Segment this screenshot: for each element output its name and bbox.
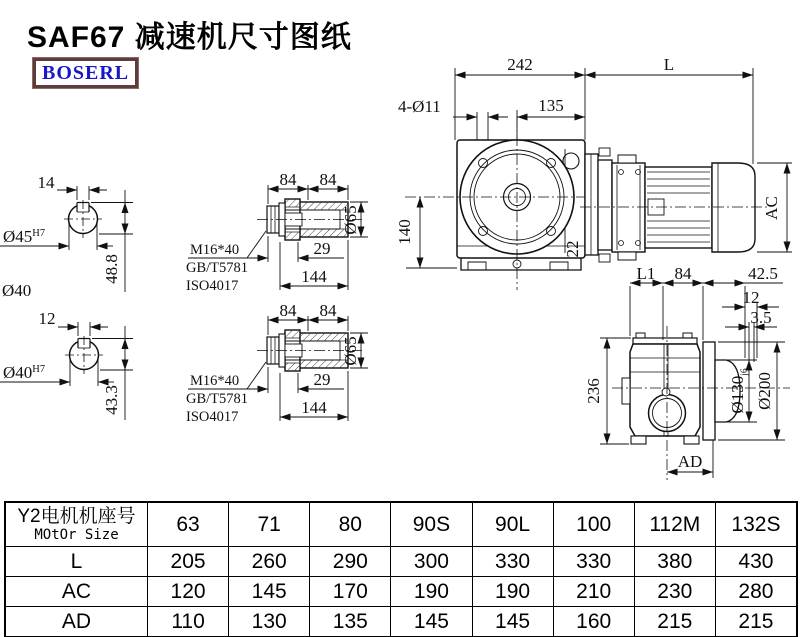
table-header-cell: 132S [715, 503, 796, 546]
sv-42-5: 42.5 [748, 264, 778, 283]
table-cell: 110 [147, 606, 228, 636]
sv-AD: AD [677, 452, 703, 471]
table-cell: 280 [715, 576, 796, 606]
dim-43-3: 43.3 [102, 385, 121, 415]
h2-29: 29 [313, 370, 331, 389]
h2-iso: ISO4017 [186, 409, 239, 425]
h1-144: 144 [301, 267, 327, 286]
dim-key14: 14 [37, 173, 55, 192]
sv-o130: $Ø130_{j6}$ [728, 368, 750, 414]
table-cell: 145 [472, 606, 553, 636]
table-header-cell: 112M [634, 503, 715, 546]
h2-gb: GB/T5781 [186, 391, 249, 407]
sv-84: 84 [674, 264, 692, 283]
table-header-cell: 63 [147, 503, 228, 546]
table-header-cell: 90L [472, 503, 553, 546]
sv-236: 236 [584, 378, 603, 404]
h1-iso: ISO4017 [186, 278, 239, 294]
h1-gb: GB/T5781 [186, 260, 249, 276]
table-cell: 205 [147, 546, 228, 576]
h1-bolt: M16*40 [190, 242, 240, 258]
page-title: SAF67 减速机尺寸图纸 [27, 21, 352, 54]
table-cell: 330 [553, 546, 634, 576]
table-cell: 215 [715, 606, 796, 636]
dim-bore45: $Ø45^{H7}$ [3, 227, 46, 246]
front-view [405, 116, 612, 290]
table-header-cell: 100 [553, 503, 634, 546]
dim-L: L [663, 55, 675, 74]
header-zh: Y2电机机座号 [17, 505, 136, 527]
dim-140: 140 [395, 219, 414, 245]
table-cell: 170 [309, 576, 390, 606]
table-cell: 120 [147, 576, 228, 606]
table-cell: 230 [634, 576, 715, 606]
table-cell: 130 [228, 606, 309, 636]
table-row-label: L [6, 546, 147, 576]
table-header-cell: 90S [390, 503, 471, 546]
header-en: MOtOr Size [34, 526, 119, 543]
dim-135: 135 [538, 96, 564, 115]
h2-84b: 84 [319, 301, 337, 320]
h1-84b: 84 [319, 170, 337, 189]
table-header-cell: 80 [309, 503, 390, 546]
sv-o200: Ø200 [755, 372, 774, 410]
table-cell: 160 [553, 606, 634, 636]
table-cell: 330 [472, 546, 553, 576]
sv-3-5: 3.5 [750, 308, 772, 327]
table-cell: 215 [634, 606, 715, 636]
label-o40: Ø40 [2, 281, 32, 300]
table-cell: 190 [472, 576, 553, 606]
table-header-cell: 71 [228, 503, 309, 546]
dim-242: 242 [507, 55, 533, 74]
h1-o65: Ø65 [341, 205, 360, 235]
table-cell: 430 [715, 546, 796, 576]
table-cell: 135 [309, 606, 390, 636]
table-row-label: AC [6, 576, 147, 606]
table-cell: 145 [390, 606, 471, 636]
dim-AC: AC [762, 196, 781, 220]
table-header-motor-size [6, 503, 147, 546]
sv-L1: L1 [636, 264, 656, 283]
h1-84a: 84 [279, 170, 297, 189]
motor-view [580, 148, 770, 262]
h2-o65: Ø65 [341, 336, 360, 366]
h2-84a: 84 [279, 301, 297, 320]
table-cell: 300 [390, 546, 471, 576]
dim-48-8: 48.8 [102, 254, 121, 284]
brand-logo: BOSERL [33, 58, 138, 88]
dim-bore40: $Ø40^{H7}$ [3, 363, 46, 382]
table-cell: 380 [634, 546, 715, 576]
table-cell: 290 [309, 546, 390, 576]
table-cell: 145 [228, 576, 309, 606]
table-cell: 210 [553, 576, 634, 606]
h1-29: 29 [313, 239, 331, 258]
table-row-label: AD [6, 606, 147, 636]
table-cell: 260 [228, 546, 309, 576]
h2-144: 144 [301, 398, 327, 417]
sv-12: 12 [742, 288, 760, 307]
dim-4xO11: 4-Ø11 [398, 97, 441, 116]
dim-22: 22 [563, 240, 582, 258]
h2-bolt: M16*40 [190, 373, 240, 389]
dim-key12: 12 [38, 309, 56, 328]
table-cell: 190 [390, 576, 471, 606]
dimension-table [4, 501, 798, 637]
